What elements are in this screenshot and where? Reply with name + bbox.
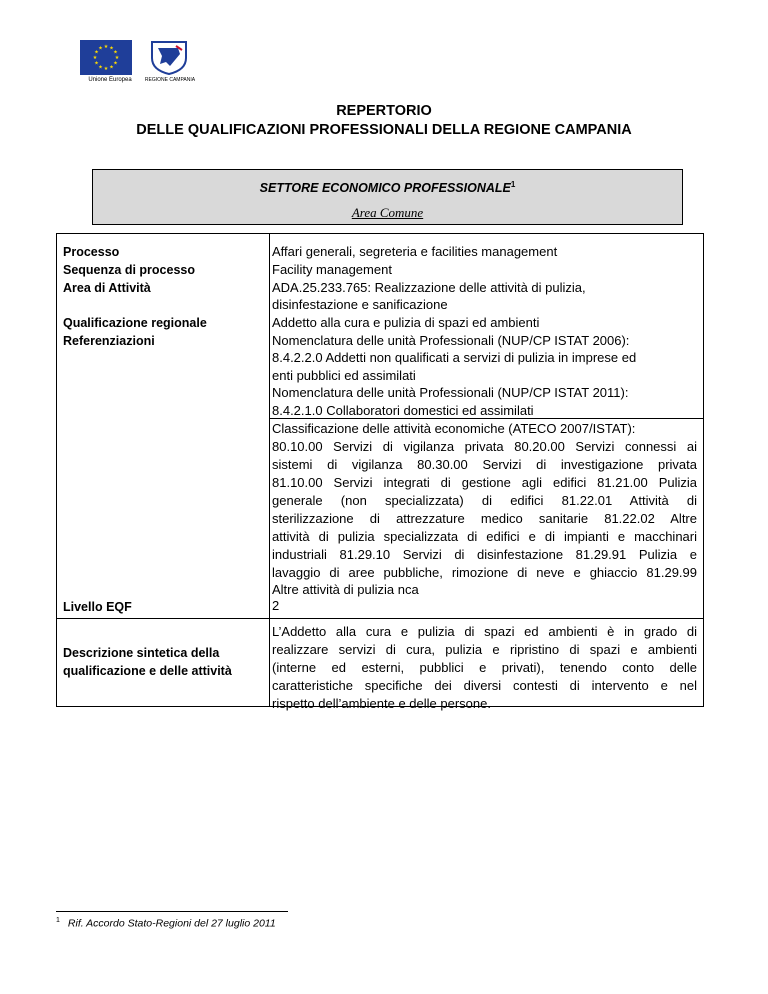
svg-text:★: ★ [94, 49, 99, 56]
value-qualificazione: Addetto alla cura e pulizia di spazi ed ambienti [272, 315, 540, 330]
regione-campania-caption: REGIONE CAMPANIA [144, 77, 196, 83]
value-sequenza: Facility management [272, 262, 392, 277]
value-descrizione-2: realizzare servizi di cura, pulizia e ripristino di spazi e ambienti [272, 642, 697, 657]
label-qualificazione: Qualificazione regionale [63, 316, 207, 330]
value-processo: Affari generali, segreteria e facilities management [272, 244, 558, 259]
label-area-attivita: Area di Attività [63, 281, 151, 295]
value-ateco-7: attività di pulizia specializzata di edifici e di impianti e macchinari [272, 529, 697, 544]
document-title-line1: REPERTORIO [336, 103, 432, 119]
value-descrizione-5: rispetto dell’ambiente e delle persone. [272, 696, 491, 711]
value-ateco-9: lavaggio di aree pubbliche, rimozione di neve e ghiaccio 81.29.99 [272, 565, 697, 580]
value-ateco-8: industriali 81.29.10 Servizi di disinfestazione 81.29.91 Pulizia e [272, 547, 697, 562]
value-ateco-6: sterilizzazione di attrezzature medico sanitarie 81.22.02 Altre [272, 511, 697, 526]
value-nup2011-2: 8.4.2.1.0 Collaboratori domestici ed assimilati [272, 403, 534, 418]
value-area-attivita-1: ADA.25.233.765: Realizzazione delle attività di pulizia, [272, 280, 586, 295]
value-nup2006-3: enti pubblici ed assimilati [272, 368, 416, 383]
value-descrizione-1: L’Addetto alla cura e pulizia di spazi ed ambienti è in grado di [272, 624, 697, 639]
eu-flag-logo [80, 40, 132, 75]
value-area-attivita-2: disinfestazione e sanificazione [272, 297, 448, 312]
svg-text:★: ★ [113, 60, 118, 67]
label-referenziazioni: Referenziazioni [63, 334, 155, 348]
svg-text:★: ★ [94, 60, 99, 67]
row-divider [57, 618, 703, 619]
sector-title-text: SETTORE ECONOMICO PROFESSIONALE [259, 181, 511, 196]
footnote [56, 917, 276, 930]
footnote-number: 1 [56, 917, 60, 924]
regione-campania-emblem [148, 40, 190, 75]
value-ateco-3: sistemi di vigilanza 80.30.00 Servizi di investigazione privata [272, 457, 697, 472]
value-ateco-4: 81.10.00 Servizi integrati di gestione agli edifici 81.21.00 Pulizia [272, 475, 697, 490]
svg-text:★: ★ [113, 49, 118, 56]
svg-text:★: ★ [98, 64, 103, 71]
eu-caption: Unione Europea [88, 77, 132, 83]
svg-text:★: ★ [114, 55, 120, 61]
svg-text:★: ★ [92, 55, 98, 61]
label-livello-eqf: Livello EQF [63, 600, 132, 614]
svg-text:★: ★ [109, 45, 114, 52]
footnote-separator [56, 911, 288, 912]
qualification-table [56, 233, 704, 711]
label-descrizione-1: Descrizione sintetica della [63, 646, 220, 660]
footnote-text: Rif. Accordo Stato-Regioni del 27 luglio 2011 [67, 917, 276, 930]
svg-text:★: ★ [103, 66, 109, 72]
svg-text:★: ★ [98, 45, 103, 52]
value-descrizione-4: caratteristiche specifiche dei diversi contesti di intervento e nel [272, 678, 697, 693]
svg-text:★: ★ [103, 44, 109, 50]
value-nup2006-2: 8.4.2.2.0 Addetti non qualificati a servizi di pulizia in imprese ed [272, 350, 637, 365]
footnote-ref: 1 [510, 180, 516, 189]
logos-area [80, 40, 200, 85]
label-descrizione-2: qualificazione e delle attività [63, 664, 232, 678]
value-ateco-10: Altre attività di pulizia nca [272, 582, 419, 597]
value-ateco-2: 80.10.00 Servizi di vigilanza privata 80.20.00 Servizi connessi ai [272, 439, 697, 454]
value-ateco-1: Classificazione delle attività economiche (ATECO 2007/ISTAT): [272, 421, 636, 436]
value-descrizione-3: (interne ed esterni, pubblici e privati), tenendo conto delle [272, 660, 697, 675]
svg-text:★: ★ [109, 64, 114, 71]
value-livello-eqf: 2 [272, 598, 280, 613]
sector-title [93, 180, 682, 195]
label-processo: Processo [63, 245, 120, 259]
value-ateco-5: generale (non specializzata) di edifici 81.22.01 Attività di [272, 493, 697, 508]
label-sequenza: Sequenza di processo [63, 263, 195, 277]
value-nup2006-1: Nomenclatura delle unità Professionali (NUP/CP ISTAT 2006): [272, 333, 630, 348]
sector-header-box [92, 169, 683, 225]
value-nup2011-1: Nomenclatura delle unità Professionali (NUP/CP ISTAT 2011): [272, 385, 629, 400]
document-title-line2: DELLE QUALIFICAZIONI PROFESSIONALI DELLA REGIONE CAMPANIA [136, 122, 632, 138]
area-name: Area Comune [351, 205, 424, 220]
column-divider [269, 234, 270, 706]
